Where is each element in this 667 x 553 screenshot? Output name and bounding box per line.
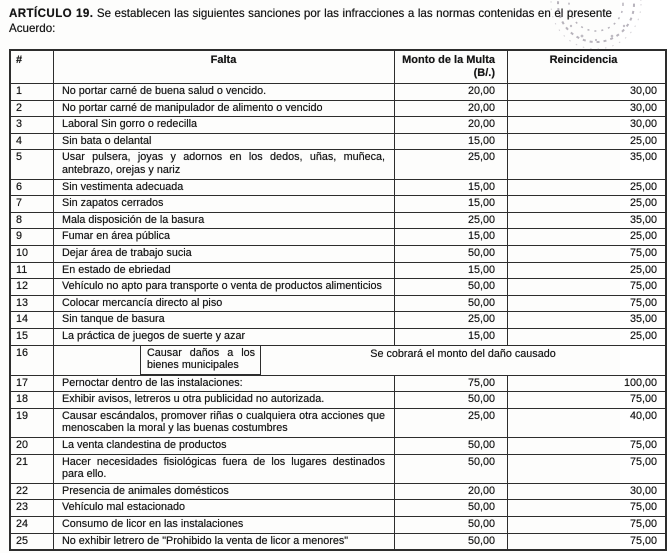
- row-number: 12: [10, 279, 54, 296]
- header-row: [10, 50, 666, 84]
- falta-cell: Sin zapatos cerrados: [54, 196, 395, 213]
- table-row: [10, 483, 666, 500]
- falta-cell: Causar escándalos, promover riñas o cualquiera otra acciones que menoscaben la moral y las buenas costumbres: [54, 408, 395, 437]
- monto-cell: 25,00: [395, 150, 508, 179]
- monto-cell: 20,00: [395, 100, 508, 117]
- table-row: [10, 533, 666, 550]
- row-number: 6: [10, 179, 54, 196]
- table-row: [10, 196, 666, 213]
- falta-cell: No exhibir letrero de "Prohibido la venta de licor a menores": [54, 533, 395, 550]
- table-row: [10, 500, 666, 517]
- falta-cell: Consumo de licor en las instalaciones: [54, 517, 395, 534]
- header-reincidencia: Reincidencia: [508, 50, 667, 84]
- reincidencia-cell: 40,00: [508, 408, 667, 437]
- falta-cell: No portar carné de buena salud o vencido.: [54, 84, 395, 101]
- falta-cell: Hacer necesidades fisiológicas fuera de los lugares destinados para ello.: [54, 454, 395, 483]
- table-row: [10, 179, 666, 196]
- falta-cell: Sin bata o delantal: [54, 133, 395, 150]
- monto-cell: 50,00: [395, 517, 508, 534]
- table-row: [10, 84, 666, 101]
- row-number: 14: [10, 312, 54, 329]
- monto-cell: 50,00: [395, 454, 508, 483]
- falta-cell: La práctica de juegos de suerte y azar: [54, 328, 395, 345]
- monto-cell: 50,00: [395, 295, 508, 312]
- falta-cell: Sin tanque de basura: [54, 312, 395, 329]
- falta-cell: Fumar en área pública: [54, 229, 395, 246]
- falta-cell: Laboral Sin gorro o redecilla: [54, 117, 395, 134]
- damage-row-cell: [54, 345, 667, 375]
- sanctions-table: [9, 49, 667, 551]
- monto-cell: 25,00: [395, 212, 508, 229]
- monto-cell: 20,00: [395, 84, 508, 101]
- table-row: [10, 150, 666, 179]
- reincidencia-cell: 25,00: [508, 133, 667, 150]
- monto-cell: 25,00: [395, 312, 508, 329]
- reincidencia-cell: 25,00: [508, 328, 667, 345]
- table-row: [10, 312, 666, 329]
- falta-cell: Dejar área de trabajo sucia: [54, 245, 395, 262]
- monto-cell: 50,00: [395, 500, 508, 517]
- row-number: 23: [10, 500, 54, 517]
- table-row: [10, 454, 666, 483]
- monto-cell: 50,00: [395, 279, 508, 296]
- row-number: 1: [10, 84, 54, 101]
- row-number: 17: [10, 375, 54, 392]
- monto-cell: 15,00: [395, 262, 508, 279]
- row-number: 18: [10, 392, 54, 409]
- row-number: 10: [10, 245, 54, 262]
- damage-penalty-text: Se cobrará el monto del daño causado: [370, 347, 556, 360]
- reincidencia-cell: 30,00: [508, 117, 667, 134]
- reincidencia-cell: 30,00: [508, 100, 667, 117]
- table-row: [10, 408, 666, 437]
- row-number: 24: [10, 517, 54, 534]
- header-falta: Falta: [54, 50, 395, 84]
- reincidencia-cell: 75,00: [508, 533, 667, 550]
- reincidencia-cell: 75,00: [508, 392, 667, 409]
- reincidencia-cell: 75,00: [508, 517, 667, 534]
- reincidencia-cell: 35,00: [508, 312, 667, 329]
- table-row: [10, 375, 666, 392]
- row-number: 19: [10, 408, 54, 437]
- reincidencia-cell: 75,00: [508, 500, 667, 517]
- reincidencia-cell: 30,00: [508, 483, 667, 500]
- reincidencia-cell: 35,00: [508, 150, 667, 179]
- row-number: 2: [10, 100, 54, 117]
- row-number: 5: [10, 150, 54, 179]
- reincidencia-cell: 75,00: [508, 245, 667, 262]
- reincidencia-cell: 25,00: [508, 196, 667, 213]
- table-row: [10, 212, 666, 229]
- table-header: [10, 50, 666, 84]
- reincidencia-cell: 30,00: [508, 84, 667, 101]
- row-number: 11: [10, 262, 54, 279]
- falta-cell: Mala disposición de la basura: [54, 212, 395, 229]
- table-row: [10, 328, 666, 345]
- falta-cell: Sin vestimenta adecuada: [54, 179, 395, 196]
- monto-cell: 50,00: [395, 392, 508, 409]
- falta-cell: Colocar mercancía directo al piso: [54, 295, 395, 312]
- reincidencia-cell: 25,00: [508, 229, 667, 246]
- article-number-label: ARTÍCULO 19.: [9, 7, 94, 20]
- article-paragraph: [9, 6, 612, 36]
- reincidencia-cell: 75,00: [508, 438, 667, 455]
- row-number: 20: [10, 438, 54, 455]
- reincidencia-cell: 75,00: [508, 295, 667, 312]
- table-row: [10, 279, 666, 296]
- falta-cell: Usar pulsera, joyas y adornos en los dedos, uñas, muñeca, antebrazo, orejas y nariz: [54, 150, 395, 179]
- table-row: [10, 117, 666, 134]
- table-row: [10, 438, 666, 455]
- reincidencia-cell: 25,00: [508, 179, 667, 196]
- monto-cell: 20,00: [395, 483, 508, 500]
- monto-cell: 25,00: [395, 408, 508, 437]
- reincidencia-cell: 25,00: [508, 262, 667, 279]
- empty-spacer: [54, 346, 140, 375]
- monto-cell: 50,00: [395, 438, 508, 455]
- monto-cell: 15,00: [395, 133, 508, 150]
- monto-cell: 50,00: [395, 533, 508, 550]
- table-row: [10, 229, 666, 246]
- monto-cell: 15,00: [395, 328, 508, 345]
- header-monto: Monto de la Multa (B/.): [395, 50, 508, 84]
- row-number: 15: [10, 328, 54, 345]
- row-number: 25: [10, 533, 54, 550]
- monto-cell: 50,00: [395, 245, 508, 262]
- row-number: 9: [10, 229, 54, 246]
- monto-cell: 15,00: [395, 196, 508, 213]
- falta-cell: Vehículo mal estacionado: [54, 500, 395, 517]
- monto-cell: 15,00: [395, 179, 508, 196]
- table-row: [10, 262, 666, 279]
- row-number: 7: [10, 196, 54, 213]
- falta-cell: Exhibir avisos, letreros u otra publicidad no autorizada.: [54, 392, 395, 409]
- table-row: [10, 295, 666, 312]
- falta-cell: Presencia de animales domésticos: [54, 483, 395, 500]
- reincidencia-cell: 35,00: [508, 212, 667, 229]
- row-number: 13: [10, 295, 54, 312]
- article-text: Se establecen las siguientes sanciones por las infracciones a las normas contenidas en el presente Acuerdo:: [9, 7, 612, 35]
- row-number: 21: [10, 454, 54, 483]
- row-number: 22: [10, 483, 54, 500]
- falta-cell: No portar carné de manipulador de alimento o vencido: [54, 100, 395, 117]
- table-row: [10, 133, 666, 150]
- table-body: [10, 84, 666, 551]
- table-row: [10, 345, 666, 375]
- header-number: #: [10, 50, 54, 84]
- reincidencia-cell: 75,00: [508, 454, 667, 483]
- monto-cell: 15,00: [395, 229, 508, 246]
- row-number: 3: [10, 117, 54, 134]
- monto-cell: 20,00: [395, 117, 508, 134]
- falta-cell: En estado de ebriedad: [54, 262, 395, 279]
- falta-cell: Pernoctar dentro de las instalaciones:: [54, 375, 395, 392]
- reincidencia-cell: 75,00: [508, 279, 667, 296]
- falta-cell: Vehículo no apto para transporte o venta de productos alimenticios: [54, 279, 395, 296]
- monto-cell: 75,00: [395, 375, 508, 392]
- falta-inner-box: Causar daños a los bienes municipales: [140, 346, 261, 375]
- table-row: [10, 245, 666, 262]
- table-row: [10, 517, 666, 534]
- falta-cell: La venta clandestina de productos: [54, 438, 395, 455]
- reincidencia-cell: 100,00: [508, 375, 667, 392]
- table-row: [10, 392, 666, 409]
- table-row: [10, 100, 666, 117]
- row-number: 16: [10, 345, 54, 375]
- row-number: 4: [10, 133, 54, 150]
- row-number: 8: [10, 212, 54, 229]
